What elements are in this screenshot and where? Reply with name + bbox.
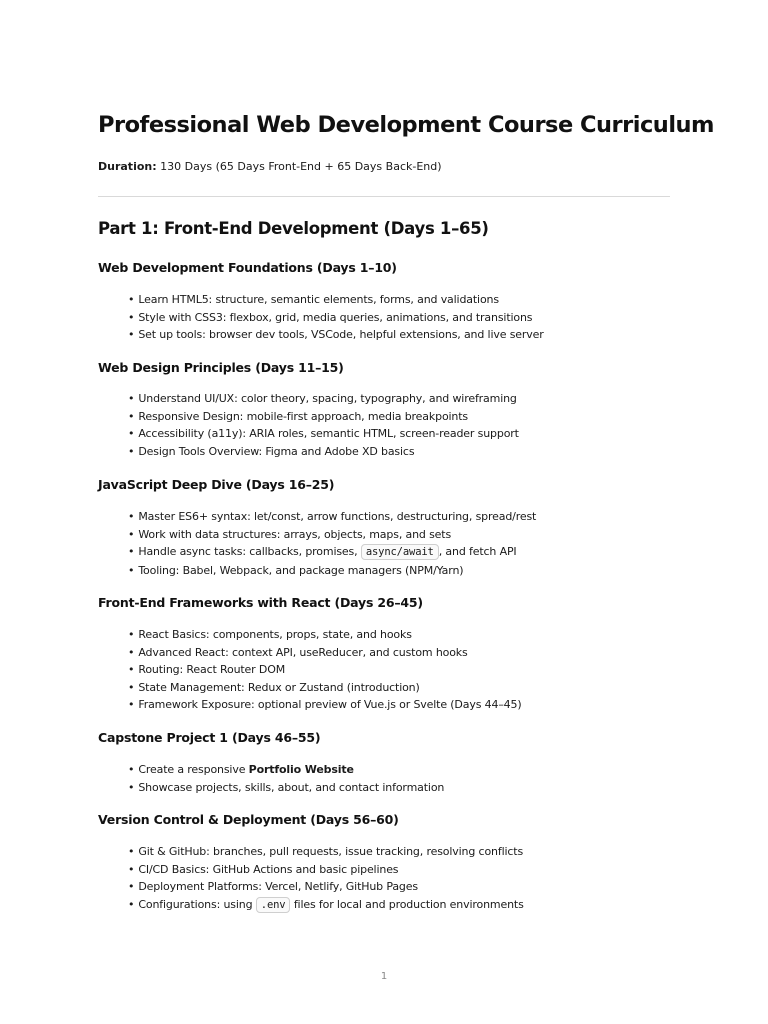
bold-phrase: Portfolio Website [248,763,354,776]
list-item: • Learn HTML5: structure, semantic elements, forms, and validations [128,293,499,306]
page-number: 1 [380,971,388,982]
list-item: • React Basics: components, props, state, and hooks [128,628,412,641]
list-item: • Work with data structures: arrays, objects, maps, and sets [128,527,452,541]
section-list-deployment [128,843,524,914]
duration-line [98,160,442,173]
list-item: • Responsive Design: mobile-first approach, media breakpoints [128,409,468,423]
list-item: • Set up tools: browser dev tools, VSCode, helpful extensions, and live server [128,328,544,341]
list-item: • Accessibility (a11y): ARIA roles, semantic HTML, screen-reader support [128,427,519,440]
list-item: • Advanced React: context API, useReducer, and custom hooks [128,645,468,659]
list-item: • State Management: Redux or Zustand (introduction) [128,680,420,694]
section-heading-capstone: Capstone Project 1 (Days 46–55) [98,730,321,745]
page-title: Professional Web Development Course Curriculum [98,112,714,138]
list-item: • Framework Exposure: optional preview of Vue.js or Svelte (Days 44–45) [128,698,522,711]
list-item: • Showcase projects, skills, about, and contact information [128,780,445,794]
section-list-capstone [128,761,444,796]
list-item: • Master ES6+ syntax: let/const, arrow functions, destructuring, spread/rest [128,510,537,523]
section-list-react [128,626,522,714]
list-item: • Routing: React Router DOM [128,663,286,676]
inline-code: async/await [361,544,439,560]
section-heading-react: Front-End Frameworks with React (Days 26–45) [98,595,423,610]
section-heading-deployment: Version Control & Deployment (Days 56–60) [98,812,399,827]
list-item: • Configurations: using .env files for local and production environments [128,897,524,911]
duration-label: Duration: [98,160,157,173]
list-item: • Create a responsive Portfolio Website [128,763,354,776]
inline-code: .env [256,897,291,913]
section-heading-design: Web Design Principles (Days 11–15) [98,360,344,375]
duration-value: 130 Days (65 Days Front-End + 65 Days Back-End) [160,160,442,173]
section-list-javascript [128,508,536,579]
list-item: • CI/CD Basics: GitHub Actions and basic pipelines [128,862,399,876]
list-item: • Tooling: Babel, Webpack, and package managers (NPM/Yarn) [128,563,464,577]
section-heading-javascript: JavaScript Deep Dive (Days 16–25) [98,477,335,492]
list-item: • Design Tools Overview: Figma and Adobe XD basics [128,444,415,458]
list-item: • Deployment Platforms: Vercel, Netlify, GitHub Pages [128,880,418,893]
list-item: • Git & GitHub: branches, pull requests, issue tracking, resolving conflicts [128,845,524,858]
part1-heading: Part 1: Front-End Development (Days 1–65) [98,219,489,238]
list-item: • Understand UI/UX: color theory, spacing, typography, and wireframing [128,392,517,405]
list-item: • Handle async tasks: callbacks, promises, async/await , and fetch API [128,545,517,558]
section-list-design [128,390,519,460]
section-list-foundations [128,291,544,344]
list-item: • Style with CSS3: flexbox, grid, media queries, animations, and transitions [128,310,533,324]
section-heading-foundations: Web Development Foundations (Days 1–10) [98,260,397,275]
divider [98,196,670,197]
